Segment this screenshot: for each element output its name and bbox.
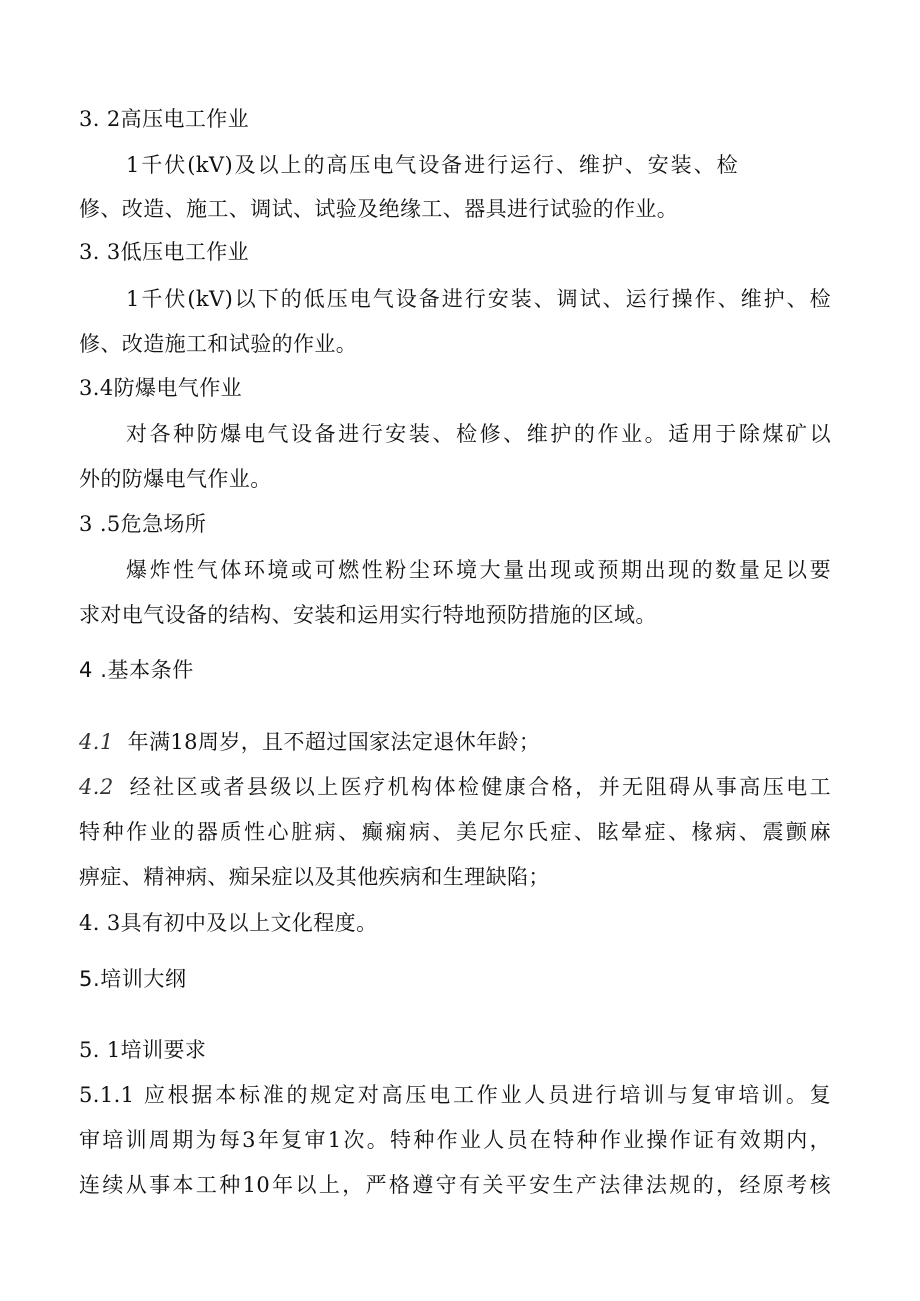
item-text: 年满18周岁，且不超过国家法定退休年龄； [127,730,541,754]
section-heading-3-4: 3.4防爆电气作业 [79,376,242,400]
paragraph-line: 对各种防爆电气设备进行安装、检修、维护的作业。适用于除煤矿以 [126,422,831,446]
paragraph-line: 特种作业的器质性心脏病、癫痫病、美尼尔氏症、眩晕症、椽病、震颤麻 [79,820,831,844]
paragraph-line: 修、改造、施工、调试、试验及绝缘工、器具进行试验的作业。 [79,197,679,221]
paragraph-line: 痹症、精神病、痴呆症以及其他疾病和生理缺陷； [79,865,550,889]
section-heading-5-1: 5. 1培训要求 [79,1038,207,1062]
list-item-4-3: 4. 3具有初中及以上文化程度。 [79,911,378,935]
item-text: 经社区或者县级以上医疗机构体检健康合格，并无阻碍从事高压电工 [127,775,831,799]
section-heading-4: 4 .基本条件 [79,658,194,682]
section-heading-3-2: 3. 2高压电工作业 [79,107,250,131]
paragraph-line: 爆炸性气体环境或可燃性粉尘环境大量出现或预期出现的数量足以要 [126,558,831,582]
section-heading-3-3: 3. 3低压电工作业 [79,240,250,264]
paragraph-line: 修、改造施工和试验的作业。 [79,332,358,356]
paragraph-line: 连续从事本工种10年以上，严格遵守有关平安生产法律法规的，经原考核 [79,1173,831,1197]
paragraph-line: 审培训周期为每3年复审1次。特种作业人员在特种作业操作证有效期内， [79,1128,831,1152]
item-number: 4.2 [79,775,114,799]
section-heading-5: 5.培训大纲 [79,967,187,991]
paragraph-line: 求对电气设备的结构、安装和运用实行特地预防措施的区域。 [79,603,657,627]
paragraph-line: 1千伏(kV)及以上的高压电气设备进行运行、维护、安装、检 [126,153,738,177]
paragraph-line: 外的防爆电气作业。 [79,467,272,491]
section-heading-3-5: 3 .5危急场所 [79,512,207,536]
paragraph-line: 5.1.1 应根据本标准的规定对高压电工作业人员进行培训与复审培训。复 [79,1083,831,1107]
paragraph-line: 1千伏(kV)以下的低压电气设备进行安装、调试、运行操作、维护、检 [126,287,831,311]
list-item-4-2 [79,772,831,802]
list-item-4-1 [79,727,540,757]
item-number: 4.1 [79,730,114,754]
